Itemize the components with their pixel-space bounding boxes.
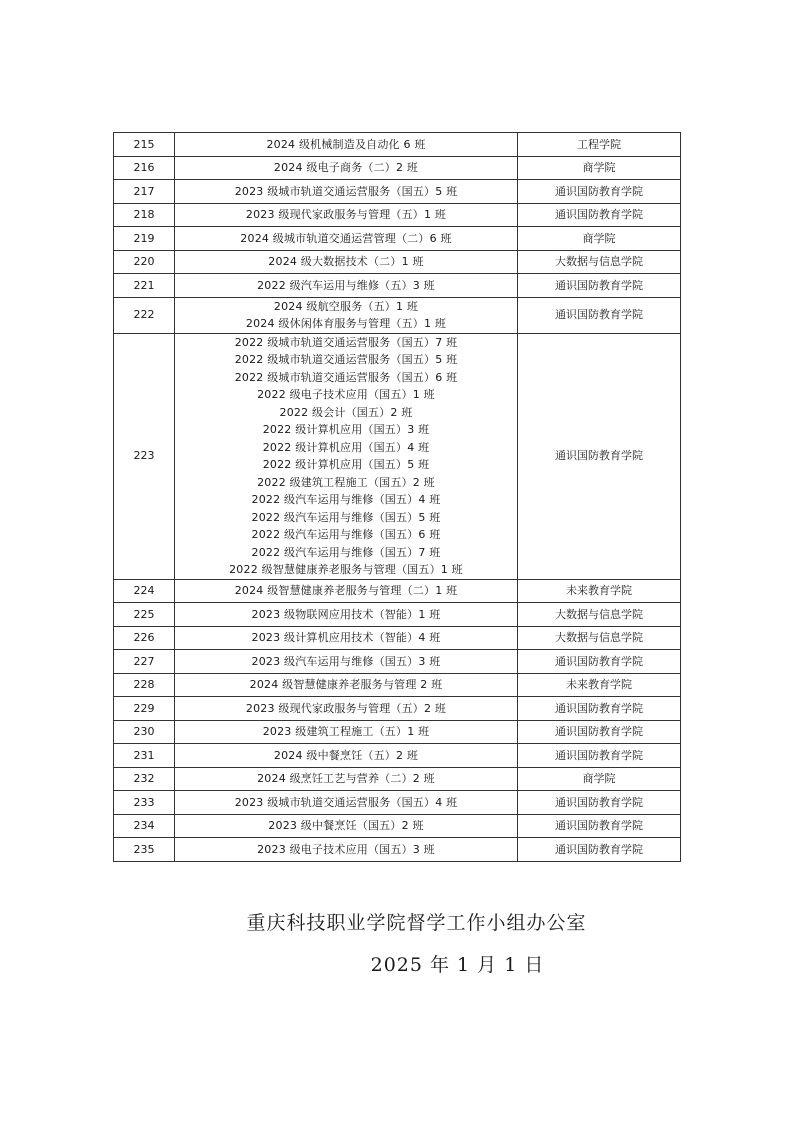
- table-row: [114, 203, 681, 227]
- class-name-cell: [175, 250, 518, 274]
- table-row: [114, 838, 681, 862]
- row-number: 227: [114, 650, 175, 674]
- table-row: [114, 673, 681, 697]
- row-number: 224: [114, 579, 175, 603]
- class-name-cell: [175, 180, 518, 204]
- college-name: 工程学院: [518, 133, 681, 157]
- row-number: 230: [114, 720, 175, 744]
- table-row: [114, 227, 681, 251]
- class-name: 2022 级汽车运用与维修（国五）4 班: [251, 493, 441, 506]
- class-name: 2022 级城市轨道交通运营服务（国五）6 班: [234, 370, 458, 384]
- class-name: 2024 级电子商务（二）2 班: [273, 161, 419, 174]
- class-name-cell: [175, 274, 518, 298]
- table-row: [114, 767, 681, 791]
- table-row: [114, 791, 681, 815]
- class-name: 2023 级建筑工程施工（五）1 班: [262, 725, 430, 738]
- table-row: [114, 744, 681, 768]
- table-row: [114, 650, 681, 674]
- class-name: 2024 级烹饪工艺与营养（二）2 班: [257, 772, 435, 785]
- class-name: 2023 级电子技术应用（国五）3 班: [257, 842, 435, 856]
- row-number: 223: [114, 333, 175, 579]
- table-row: [114, 297, 681, 333]
- table-row: [114, 814, 681, 838]
- table-row: [114, 720, 681, 744]
- issue-date: 2025 年 1 月 1 日: [370, 954, 545, 976]
- class-table-body: [114, 133, 681, 862]
- college-name: 通识国防教育学院: [518, 180, 681, 204]
- class-name: 2024 级城市轨道交通运营管理（二）6 班: [240, 231, 452, 245]
- class-name-cell: [175, 133, 518, 157]
- class-name-cell: [175, 814, 518, 838]
- class-name: 2022 级汽车运用与维修（国五）7 班: [251, 545, 441, 559]
- row-number: 226: [114, 626, 175, 650]
- class-name: 2022 级汽车运用与维修（国五）6 班: [251, 528, 441, 541]
- class-name: 2023 级城市轨道交通运营服务（国五）4 班: [234, 795, 458, 809]
- class-table: [113, 132, 681, 862]
- college-name: 通识国防教育学院: [518, 744, 681, 768]
- row-number: 231: [114, 744, 175, 768]
- college-name: 通识国防教育学院: [518, 791, 681, 815]
- class-name: 2022 级汽车运用与维修（五）3 班: [257, 278, 435, 292]
- class-name-cell: [175, 333, 518, 579]
- row-number: 222: [114, 297, 175, 333]
- class-name: 2022 级建筑工程施工（国五）2 班: [257, 475, 435, 489]
- table-row: [114, 156, 681, 180]
- table-row: [114, 697, 681, 721]
- row-number: 233: [114, 791, 175, 815]
- row-number: 228: [114, 673, 175, 697]
- class-name: 2024 级机械制造及自动化 6 班: [266, 137, 426, 151]
- table-row: [114, 579, 681, 603]
- college-name: 商学院: [518, 767, 681, 791]
- class-name: 2022 级计算机应用（国五）4 班: [262, 440, 430, 454]
- class-name-cell: [175, 720, 518, 744]
- college-name: 通识国防教育学院: [518, 203, 681, 227]
- class-name-cell: [175, 744, 518, 768]
- row-number: 220: [114, 250, 175, 274]
- row-number: 215: [114, 133, 175, 157]
- college-name: 通识国防教育学院: [518, 297, 681, 333]
- row-number: 234: [114, 814, 175, 838]
- table-row: [114, 603, 681, 627]
- class-name: 2022 级电子技术应用（国五）1 班: [257, 388, 435, 401]
- class-name-cell: [175, 791, 518, 815]
- class-name-cell: [175, 156, 518, 180]
- class-name-cell: [175, 673, 518, 697]
- class-name: 2024 级航空服务（五）1 班: [273, 299, 419, 313]
- table-row: [114, 333, 681, 579]
- college-name: 通识国防教育学院: [518, 838, 681, 862]
- class-name-cell: [175, 767, 518, 791]
- class-name: 2022 级计算机应用（国五）5 班: [262, 458, 430, 471]
- table-row: [114, 250, 681, 274]
- row-number: 218: [114, 203, 175, 227]
- class-name: 2023 级汽车运用与维修（国五）3 班: [251, 654, 441, 668]
- class-name-cell: [175, 579, 518, 603]
- college-name: 通识国防教育学院: [518, 650, 681, 674]
- class-name: 2023 级城市轨道交通运营服务（国五）5 班: [234, 184, 458, 198]
- class-name-cell: [175, 838, 518, 862]
- college-name: 大数据与信息学院: [518, 250, 681, 274]
- college-name: 大数据与信息学院: [518, 603, 681, 627]
- row-number: 225: [114, 603, 175, 627]
- class-name-cell: [175, 626, 518, 650]
- class-name-cell: [175, 650, 518, 674]
- college-name: 商学院: [518, 227, 681, 251]
- row-number: 219: [114, 227, 175, 251]
- class-name: 2023 级现代家政服务与管理（五）2 班: [245, 701, 447, 715]
- class-name: 2024 级智慧健康养老服务与管理 2 班: [249, 678, 443, 691]
- class-name: 2022 级计算机应用（国五）3 班: [262, 423, 430, 436]
- class-name-cell: [175, 697, 518, 721]
- college-name: 未来教育学院: [518, 673, 681, 697]
- table-row: [114, 626, 681, 650]
- row-number: 229: [114, 697, 175, 721]
- college-name: 通识国防教育学院: [518, 697, 681, 721]
- college-name: 通识国防教育学院: [518, 814, 681, 838]
- college-name: 通识国防教育学院: [518, 274, 681, 298]
- class-name: 2022 级城市轨道交通运营服务（国五）7 班: [234, 335, 458, 349]
- class-name: 2023 级现代家政服务与管理（五）1 班: [245, 208, 447, 221]
- table-row: [114, 180, 681, 204]
- class-name: 2023 级计算机应用技术（智能）4 班: [251, 631, 441, 644]
- class-name: 2023 级物联网应用技术（智能）1 班: [251, 607, 441, 621]
- row-number: 235: [114, 838, 175, 862]
- issuing-office: 重庆科技职业学院督学工作小组办公室: [246, 912, 587, 934]
- row-number: 232: [114, 767, 175, 791]
- college-name: 通识国防教育学院: [518, 720, 681, 744]
- class-name-cell: [175, 227, 518, 251]
- class-name: 2022 级会计（国五）2 班: [279, 405, 413, 419]
- class-name: 2024 级大数据技术（二）1 班: [268, 255, 424, 268]
- class-name: 2022 级智慧健康养老服务与管理（国五）1 班: [229, 563, 463, 576]
- row-number: 216: [114, 156, 175, 180]
- table-row: [114, 133, 681, 157]
- class-name: 2023 级中餐烹饪（国五）2 班: [268, 819, 424, 832]
- class-name: 2022 级城市轨道交通运营服务（国五）5 班: [234, 353, 458, 366]
- college-name: 通识国防教育学院: [518, 333, 681, 579]
- class-name-cell: [175, 603, 518, 627]
- college-name: 商学院: [518, 156, 681, 180]
- class-name-cell: [175, 203, 518, 227]
- class-name: 2024 级休闲体育服务与管理（五）1 班: [245, 317, 447, 330]
- class-name-cell: [175, 297, 518, 333]
- college-name: 大数据与信息学院: [518, 626, 681, 650]
- college-name: 未来教育学院: [518, 579, 681, 603]
- table-row: [114, 274, 681, 298]
- row-number: 217: [114, 180, 175, 204]
- class-name: 2024 级中餐烹饪（五）2 班: [273, 748, 419, 762]
- row-number: 221: [114, 274, 175, 298]
- class-name: 2022 级汽车运用与维修（国五）5 班: [251, 510, 441, 524]
- class-name: 2024 级智慧健康养老服务与管理（二）1 班: [234, 584, 458, 597]
